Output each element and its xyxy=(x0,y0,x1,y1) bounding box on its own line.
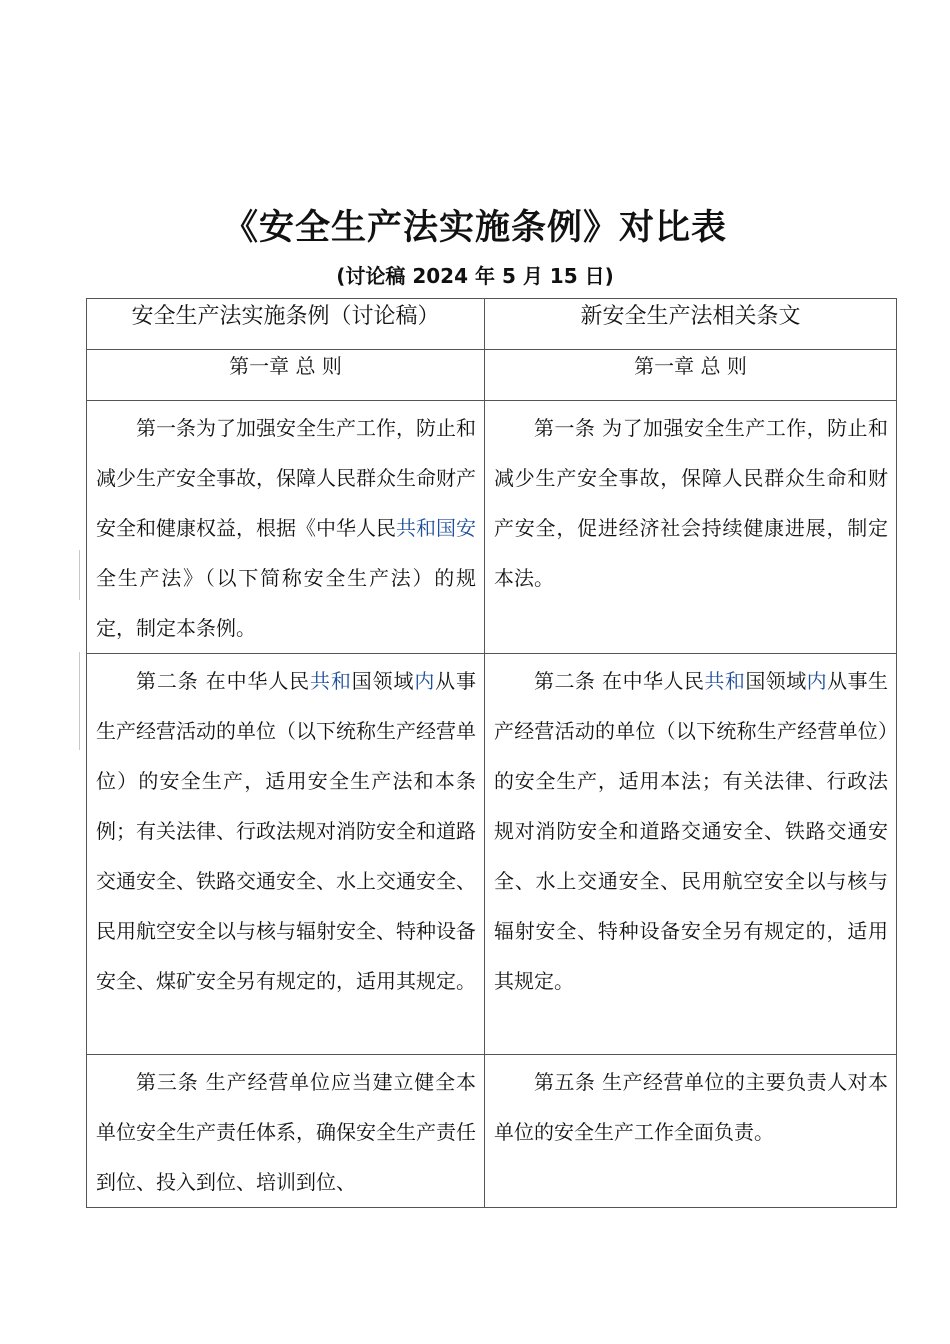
header-left: 安全生产法实施条例（讨论稿） xyxy=(87,299,485,350)
comparison-table xyxy=(86,298,897,1208)
article-1-law: 第一条 为了加强安全生产工作，防止和减少生产安全事故，保障人民群众生命和财产安全，促进经济社会持续健康进展，制定本法。 xyxy=(485,401,897,654)
margin-mark xyxy=(79,550,80,600)
highlighted-text: 共和国安 xyxy=(396,516,476,540)
margin-mark xyxy=(79,652,80,750)
article-2-draft: 第二条 在中华人民共和国领域内从事生产经营活动的单位（以下统称生产经营单位）的安全生产，适用安全生产法和本条例；有关法律、行政法规对消防安全和道路交通安全、铁路交通安全、水上交通安全、民用航空安全以与核与辐射安全、特种设备安全、煤矿安全另有规定的，适用其规定。 xyxy=(87,654,485,1055)
article-2-law: 第二条 在中华人民共和国领域内从事生产经营活动的单位（以下统称生产经营单位）的安全生产，适用本法；有关法律、行政法规对消防安全和道路交通安全、铁路交通安全、水上交通安全、民用航空安全以与核与辐射安全、特种设备安全另有规定的，适用其规定。 xyxy=(485,654,897,1055)
table-row xyxy=(87,1055,897,1208)
highlighted-text: 共和 xyxy=(310,669,352,693)
highlighted-text: 共和 xyxy=(704,669,746,693)
article-3-draft: 第三条 生产经营单位应当建立健全本单位安全生产责任体系，确保安全生产责任到位、投入到位、培训到位、 xyxy=(87,1055,485,1208)
article-5-law: 第五条 生产经营单位的主要负责人对本单位的安全生产工作全面负责。 xyxy=(485,1055,897,1208)
chapter-left: 第一章 总 则 xyxy=(87,350,485,401)
chapter-row xyxy=(87,350,897,401)
highlighted-text: 内 xyxy=(806,669,828,693)
table-row xyxy=(87,654,897,1055)
document-subtitle: (讨论稿 2024 年 5 月 15 日) xyxy=(336,264,614,288)
chapter-right: 第一章 总 则 xyxy=(485,350,897,401)
highlighted-text: 内 xyxy=(414,669,436,693)
article-1-draft: 第一条为了加强安全生产工作，防止和减少生产安全事故，保障人民群众生命财产安全和健康权益，根据《中华人民共和国安全生产法》（以下简称安全生产法）的规定，制定本条例。 xyxy=(87,401,485,654)
table-header-row xyxy=(87,299,897,350)
document-title: 《安全生产法实施条例》对比表 xyxy=(222,208,727,248)
table-row xyxy=(87,401,897,654)
header-right: 新安全生产法相关条文 xyxy=(485,299,897,350)
